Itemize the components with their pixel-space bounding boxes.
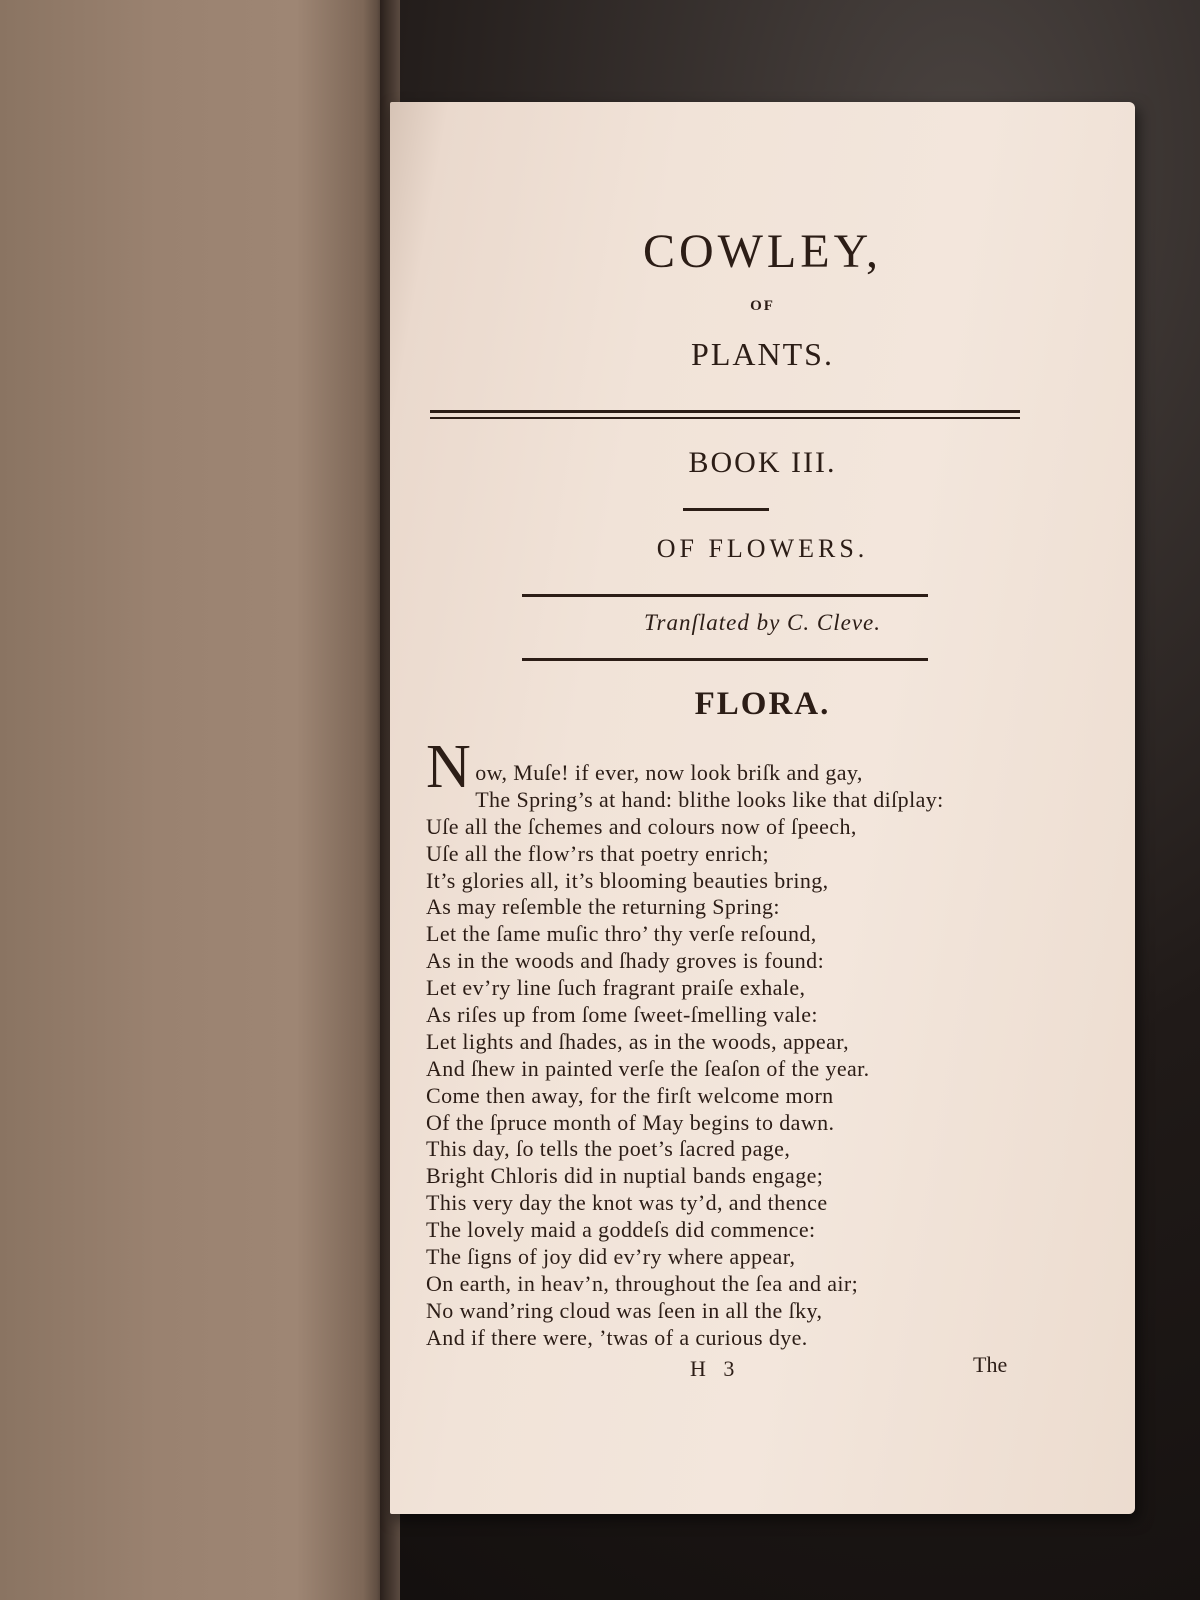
right-page xyxy=(390,102,1135,1514)
poem-line: As riſes up from ſome ſweet-ſmelling vale: xyxy=(426,1002,818,1028)
poem-title: FLORA. xyxy=(694,686,831,722)
poem-line: Bright Chloris did in nuptial bands engage; xyxy=(426,1163,824,1189)
poem-line: As in the woods and ſhady groves is found: xyxy=(426,948,825,974)
poem-body xyxy=(426,733,1026,1352)
poem-line: And if there were, ’twas of a curious dye. xyxy=(426,1324,808,1350)
poem-line: Uſe all the ſchemes and colours now of ſpeech, xyxy=(426,813,857,839)
poem-line: Come then away, for the firſt welcome morn xyxy=(426,1082,834,1108)
poem-line: The ſigns of joy did ev’ry where appear, xyxy=(426,1244,796,1270)
short-rule xyxy=(683,508,769,511)
poem-line: As may reſemble the returning Spring: xyxy=(426,894,780,920)
title-main: COWLEY, xyxy=(642,225,883,278)
rule-below-translator xyxy=(522,658,928,661)
title-subtitle: PLANTS. xyxy=(691,336,834,372)
poem-line: This day, ſo tells the poet’s ſacred page, xyxy=(426,1136,791,1162)
poem-line: It’s glories all, it’s blooming beauties bring, xyxy=(426,867,829,893)
poem-line: On earth, in heav’n, throughout the ſea and air; xyxy=(426,1270,859,1296)
poem-line: Let ev’ry line ſuch fragrant praiſe exhale, xyxy=(426,975,806,1001)
left-page xyxy=(0,0,395,1600)
drop-cap: N xyxy=(426,733,472,801)
poem-line: Let lights and ſhades, as in the woods, appear, xyxy=(426,1028,849,1054)
poem-line: And ſhew in painted verſe the ſeaſon of the year. xyxy=(426,1055,870,1081)
catchword: The xyxy=(973,1352,1008,1377)
poem-line: The Spring’s at hand: blithe looks like that diſplay: xyxy=(475,786,944,812)
page-content xyxy=(390,102,1135,1514)
translator-credit: Tranſlated by C. Cleve. xyxy=(643,610,881,635)
rule-above-translator xyxy=(522,594,928,597)
book-heading: BOOK III. xyxy=(688,446,837,479)
double-rule xyxy=(430,410,1020,419)
poem-line: The lovely maid a goddeſs did commence: xyxy=(426,1217,816,1243)
poem-line: Of the ſpruce month of May begins to dawn. xyxy=(426,1109,835,1135)
signature-mark: H 3 xyxy=(690,1356,741,1381)
poem-line: No wand’ring cloud was ſeen in all the ſky, xyxy=(426,1297,823,1323)
section-heading: OF FLOWERS. xyxy=(656,534,869,563)
poem-line: Let the ſame muſic thro’ thy verſe reſound, xyxy=(426,921,817,947)
title-of: OF xyxy=(750,298,775,314)
poem-line: Uſe all the flow’rs that poetry enrich; xyxy=(426,840,770,866)
poem-line: This very day the knot was ty’d, and thence xyxy=(426,1190,828,1216)
poem-line: ow, Muſe! if ever, now look briſk and gay, xyxy=(475,760,863,785)
